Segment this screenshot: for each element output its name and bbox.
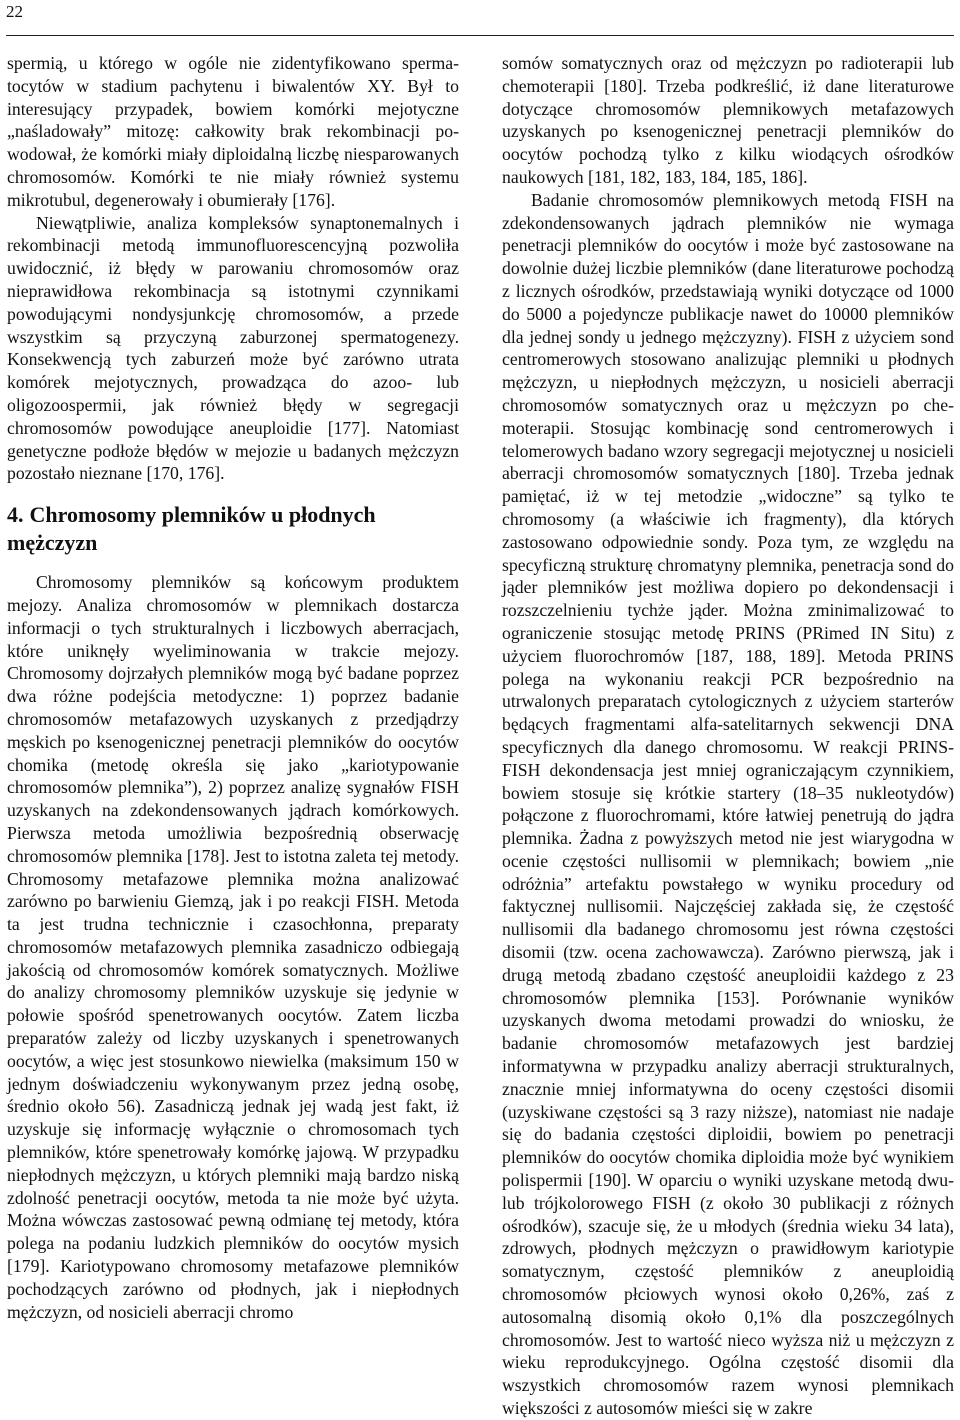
right-paragraph-1: somów somatycznych oraz od mężczyzn po radioterapii lub chemoterapii [180]. Trzeba podkreślić, iż dane literaturowe dotyczące chromosomów plemnikowych metafazowych uzyskanych po ksenogenicznej penetracji plemników do oocytów pochodzą tylko z kilku wiodących ośrodków naukowych [181, 182, 183, 184, 185, 186]. [502, 53, 954, 187]
left-column [7, 52, 459, 1323]
section-heading [7, 501, 459, 557]
left-paragraph-2: Niewątpliwie, analiza kompleksów synaptonemalnych i rekombinacji metodą immunofluorescencyjną pozwoliła uwidocznić, iż błędy w parowaniu chromosomów oraz nieprawidłowa rekombinacja są istotnymi czynnikami powodującymi nondysjunkcję chromosomów, a przede wszystkim są przyczyną zaburzonej spermatogenezy. Konsekwencją tych zaburzeń może być zarówno utrata komórek mejotycznych, prowadząca do azoo- lub oligozoospermii, jak również błędy w segregacji chromosomów powodujące aneuploidie [177]. Natomiast genetyczne podłoże błędów w mejozie u badanych mężczyzn pozostało nieznane [170, 176]. [7, 212, 459, 484]
page-number: 22 [6, 2, 23, 21]
right-paragraph-2: Badanie chromosomów plemnikowych metodą FISH na zdekondensowanych jądrach plemników nie wymaga penetracji plemników do oocytów i może być zastosowane na dowolnie dużej liczbie plemników (dane literaturowe pochodzą z licznych ośrodków, przedstawiają wyniki dotyczące od 1000 do 5000 a pojedyncze publikacje nawet do 10000 plemników dla jednej sondy u jednego mężczyzny). FISH z użyciem sond centromerowych stosowano analizując plemniki u płodnych mężczyzn, u niepłodnych mężczyzn, u nosicieli aberracji chromosomów somatycznych oraz u mężczyzn po chemoterapii. Stosując kombinację sond centromerowych i telomerowych badano wzory segregacji mejotycznej u nosicieli aberracji chromosomów somatycznych [180]. Trzeba jednak pamiętać, iż w tej metodzie „widoczne” są tylko te chromosomy (a właściwie ich fragmenty), dla których zastosowano odpowiednie sondy. Poza tym, ze względu na specyficzną strukturę chromatyny plemnika, penetracja sond do jąder plemników jest możliwa dopiero po dekondensacji i rozszczelnieniu tychże jąder. Można zminimalizować to ograniczenie stosując metodę PRINS (PRimed IN Situ) z użyciem fluorochromów [187, 188, 189]. Metoda PRINS polega na wykonaniu reakcji PCR bezpośrednio na utrwalonych preparatach cytologicznych z użyciem starterów będących fragmentami alfa-satelitarnych sekwencji DNA specyficznych dla danego chromosomu. W reakcji PRINS-FISH dekondensacja jest mniej ograniczającym czynnikiem, bowiem stosuje się krótkie startery (18–35 nukleotydów) połączone z fluorochromami, które łatwiej penetrują do jądra plemnika. Żadna z powyższych metod nie jest wiarygodna w ocenie częstości nullisomii w plemnikach; bowiem „nie odróżnia” artefaktu powstałego w wyniku procedury od faktycznej nullisomii. Najczęściej zakłada się, że częstość nullisomii dla badanego chromosomu jest równa częstości disomii (tzw. ocena zachowawcza). Zarówno pierwszą, jak i drugą metodą zbadano częstość aneuploidii każdego z 23 chromosomów plemnika [153]. Porównanie wyników uzyskanych dwoma metodami prowadzi do wniosku, że badanie chromosomów metafazowych jest bardziej informatywna w przypadku analizy aberracji strukturalnych, znacznie mniej informatywna do oceny częstości disomii (uzyskiwane częstości są 3 razy niższe), natomiast nie nadaje się do badania częstości diploidii, bowiem po penetracji plemników do oocytów chomika diploidia może być wynikiem polispermii [190]. W oparciu o wyniki uzyskane metodą dwu- lub trójkolorowego FISH (z około 30 publikacji z różnych ośrodków), szacuje się, że u młodych (średnia wieku 34 lata), zdrowych, płodnych mężczyzn o prawidłowym kariotypie somatycznym, częstość plemników z aneuploidią chromosomów płciowych wynosi około 0,26%, zaś z autosomalną disomią około 0,1% dla poszczególnych chromosomów. Jest to wartość nieco wyższa niż u mężczyzn z wieku reprodukcyjnego. Ogólna częstość disomii dla wszystkich chromosomów razem wynosi plemnikach większości z autosomów mieści się w zakre [502, 189, 954, 1419]
section-title: Chromosomy plemników u płodnych mężczyzn [7, 502, 376, 556]
header-rule [6, 35, 954, 36]
section-number: 4. [7, 502, 24, 528]
right-column [502, 52, 954, 1420]
left-paragraph-1: spermią, u którego w ogóle nie zidentyfikowano spermatocytów w stadium pachytenu i biwalentów XY. Był to interesujący przypadek, bowiem komórki mejotyczne „naśladowały” mitozę: całkowity brak rekombinacji powodował, że komórki miały diploidalną liczbę niesparowanych chromosomów. Komórki te nie miały również systemu mikrotubul, degenerowały i obumierały [176]. [7, 53, 459, 210]
left-paragraph-3: Chromosomy plemników są końcowym produktem mejozy. Analiza chromosomów w plemnikach dostarcza informacji o tych strukturalnych i liczbowych aberracjach, które uniknęły wyeliminowania w trakcie mejozy. Chromosomy dojrzałych plemników mogą być badane poprzez dwa różne podejścia metodyczne: 1) poprzez badanie chromosomów metafazowych uzyskanych z przedjądrzy męskich po ksenogenicznej penetracji plemników do oocytów chomika (metodę określa się jako „kariotypowanie chromosomów plemnika”), 2) poprzez analizę sygnałów FISH uzyskanych na zdekondensowanych jądrach komórkowych. Pierwsza metoda umożliwia bezpośrednią obserwację chromosomów plemnika [178]. Jest to istotna zaleta tej metody. Chromosomy metafazowe plemnika można analizować zarówno po barwieniu Giemzą, jak i po reakcji FISH. Metoda ta jest trudna technicznie i czasochłonna, preparaty chromosomów metafazowych plemnika zasadniczo odbiegają jakością od chromosomów komórek somatycznych. Możliwe do analizy chromosomy plemników uzyskuje się jedynie w połowie spośród spenetrowanych oocytów. Zatem liczba preparatów zależy od liczby uzyskanych i spenetrowanych oocytów, a więc jest stosunkowo niewielka (maksimum 150 w jednym doświadczeniu wykonywanym przez jedną osobę, średnio około 56). Zasadniczą jednak jej wadą jest fakt, iż uzyskuje się informację wyłącznie o chromosomach tych plemników, które spenetrowały komórkę jajową. W przypadku niepłodnych mężczyzn, u których plemniki mają bardzo niską zdolność penetracji oocytów, metoda ta nie może być użyta. Można wówczas zastosować pewną odmianę tej metody, która polega na podaniu ludzkich plemników do oocytów mysich [179]. Kariotypowano chromosomy metafazowe plemników pochodzących zarówno od płodnych, jak i niepłodnych mężczyzn, od nosicieli aberracji chromo [7, 572, 459, 1322]
